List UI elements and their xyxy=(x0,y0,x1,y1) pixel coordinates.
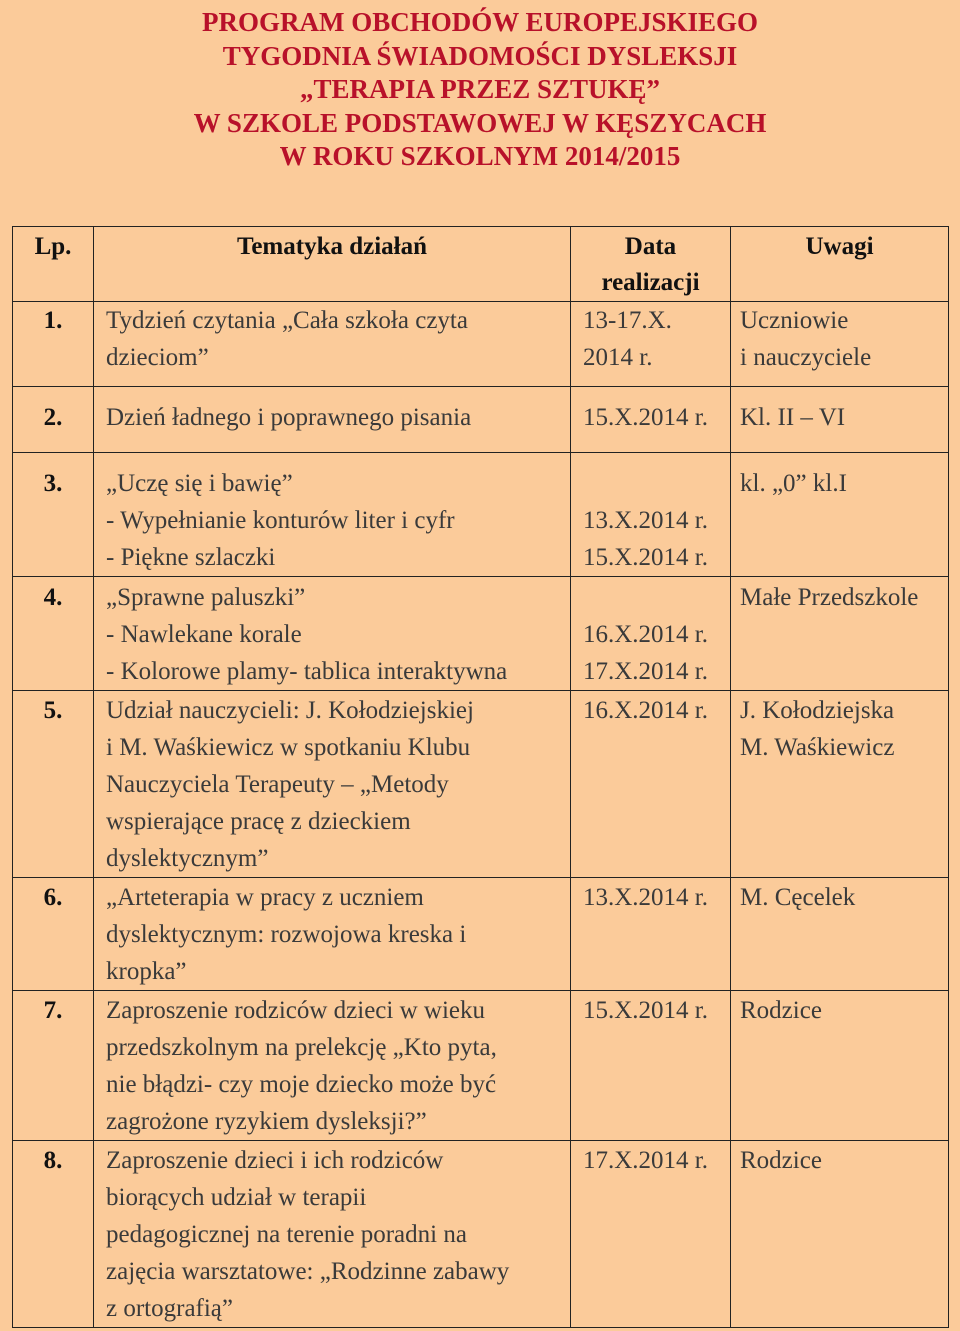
topic-line: Udział nauczycieli: J. Kołodziejskiej xyxy=(106,697,474,724)
topic-line: pedagogicznej na terenie poradni na xyxy=(106,1221,467,1248)
row-number: 5. xyxy=(13,691,94,878)
topic-line: Zaproszenie dzieci i ich rodziców xyxy=(106,1147,444,1174)
row-topic xyxy=(94,577,571,691)
title-line: TYGODNIA ŚWIADOMOŚCI DYSLEKSJI xyxy=(222,40,738,71)
topic-line: nie błądzi- czy moje dziecko może być xyxy=(106,1071,497,1098)
table-row xyxy=(13,991,949,1141)
header-lp xyxy=(13,227,94,302)
table-row xyxy=(13,878,949,991)
header-topic-label: Tematyka działań xyxy=(236,233,428,260)
program-table xyxy=(12,226,949,1328)
row-date xyxy=(571,878,731,991)
table-row xyxy=(13,691,949,878)
row-number: 8. xyxy=(13,1141,94,1328)
table-row xyxy=(13,1141,949,1328)
topic-line: - Piękne szlaczki xyxy=(106,544,276,571)
row-notes xyxy=(731,691,949,878)
topic-line: kropka” xyxy=(106,958,187,985)
row-notes xyxy=(731,1141,949,1328)
topic-line: dyslektycznym: rozwojowa kreska i xyxy=(106,921,467,948)
date-line: 16.X.2014 r. xyxy=(583,621,708,648)
row-date xyxy=(571,387,731,453)
notes-line: Uczniowie xyxy=(740,307,849,334)
date-line: 17.X.2014 r. xyxy=(583,658,708,685)
document-title xyxy=(0,6,960,174)
date-line: 15.X.2014 r. xyxy=(583,544,708,571)
row-date xyxy=(571,453,731,577)
notes-line: kl. „0” kl.I xyxy=(740,470,847,497)
row-number: 7. xyxy=(13,991,94,1141)
header-notes-label: Uwagi xyxy=(805,233,874,260)
notes-line: J. Kołodziejska xyxy=(740,697,895,724)
row-topic xyxy=(94,1141,571,1328)
topic-line: dyslektycznym” xyxy=(106,845,269,872)
date-line: 15.X.2014 r. xyxy=(583,997,708,1024)
header-date xyxy=(571,227,731,302)
header-date-label-2: realizacji xyxy=(601,269,700,296)
row-notes xyxy=(731,878,949,991)
notes-line: i nauczyciele xyxy=(740,344,872,371)
topic-line: „Sprawne paluszki” xyxy=(106,584,306,611)
notes-line: M. Waśkiewicz xyxy=(740,734,895,761)
row-topic xyxy=(94,453,571,577)
date-line xyxy=(583,579,730,616)
topic-line: przedszkolnym na prelekcję „Kto pyta, xyxy=(106,1034,497,1061)
row-number: 2. xyxy=(13,387,94,453)
row-number: 4. xyxy=(13,577,94,691)
row-topic xyxy=(94,387,571,453)
header-topic xyxy=(94,227,571,302)
title-line: PROGRAM OBCHODÓW EUROPEJSKIEGO xyxy=(201,7,759,37)
table-header-row xyxy=(13,227,949,302)
row-notes xyxy=(731,991,949,1141)
notes-line: Rodzice xyxy=(740,997,822,1024)
header-date-label-1: Data xyxy=(624,233,677,260)
row-topic xyxy=(94,691,571,878)
table-row xyxy=(13,387,949,453)
title-line: W ROKU SZKOLNYM 2014/2015 xyxy=(279,141,681,171)
row-notes xyxy=(731,577,949,691)
topic-line: z ortografią” xyxy=(106,1295,234,1322)
table-row xyxy=(13,453,949,577)
topic-line: dzieciom” xyxy=(106,344,209,371)
date-line: 13.X.2014 r. xyxy=(583,884,708,911)
header-lp-label: Lp. xyxy=(34,233,72,260)
row-date xyxy=(571,302,731,387)
table-row xyxy=(13,577,949,691)
topic-line: wspierające pracę z dzieckiem xyxy=(106,808,411,835)
row-notes xyxy=(731,387,949,453)
date-line: 13.X.2014 r. xyxy=(583,507,708,534)
date-line: 17.X.2014 r. xyxy=(583,1147,708,1174)
topic-line: Dzień ładnego i poprawnego pisania xyxy=(106,404,472,431)
topic-line: „Arteterapia w pracy z uczniem xyxy=(106,884,424,911)
topic-line: zajęcia warsztatowe: „Rodzinne zabawy xyxy=(106,1258,510,1285)
topic-line: i M. Waśkiewicz w spotkaniu Klubu xyxy=(106,734,471,761)
notes-line: M. Cęcelek xyxy=(740,884,856,911)
row-topic xyxy=(94,991,571,1141)
title-line: W SZKOLE PODSTAWOWEJ W KĘSZYCACH xyxy=(193,107,767,138)
row-date xyxy=(571,1141,731,1328)
topic-line: „Uczę się i bawię” xyxy=(106,470,293,497)
row-number: 3. xyxy=(13,453,94,577)
title-line: „TERAPIA PRZEZ SZTUKĘ” xyxy=(299,74,661,104)
date-line: 16.X.2014 r. xyxy=(583,697,708,724)
header-notes xyxy=(731,227,949,302)
topic-line: - Wypełnianie konturów liter i cyfr xyxy=(106,507,455,534)
notes-line: Rodzice xyxy=(740,1147,822,1174)
topic-line: - Kolorowe plamy- tablica interaktywna xyxy=(106,658,508,685)
row-date xyxy=(571,991,731,1141)
table-row xyxy=(13,302,949,387)
topic-line: Zaproszenie rodziców dzieci w wieku xyxy=(106,997,486,1024)
row-notes xyxy=(731,302,949,387)
topic-line: zagrożone ryzykiem dysleksji?” xyxy=(106,1108,427,1135)
date-line xyxy=(583,465,730,502)
date-line: 15.X.2014 r. xyxy=(583,404,708,431)
row-date xyxy=(571,577,731,691)
topic-line: Nauczyciela Terapeuty – „Metody xyxy=(106,771,449,798)
date-line: 13-17.X. xyxy=(583,307,672,334)
row-number: 6. xyxy=(13,878,94,991)
row-topic xyxy=(94,878,571,991)
topic-line: biorących udział w terapii xyxy=(106,1184,367,1211)
row-notes xyxy=(731,453,949,577)
row-number: 1. xyxy=(13,302,94,387)
notes-line: Małe Przedszkole xyxy=(740,584,919,611)
row-topic xyxy=(94,302,571,387)
topic-line: - Nawlekane korale xyxy=(106,621,302,648)
row-date xyxy=(571,691,731,878)
topic-line: Tydzień czytania „Cała szkoła czyta xyxy=(106,307,468,334)
notes-line: Kl. II – VI xyxy=(740,404,846,431)
date-line: 2014 r. xyxy=(583,344,653,371)
